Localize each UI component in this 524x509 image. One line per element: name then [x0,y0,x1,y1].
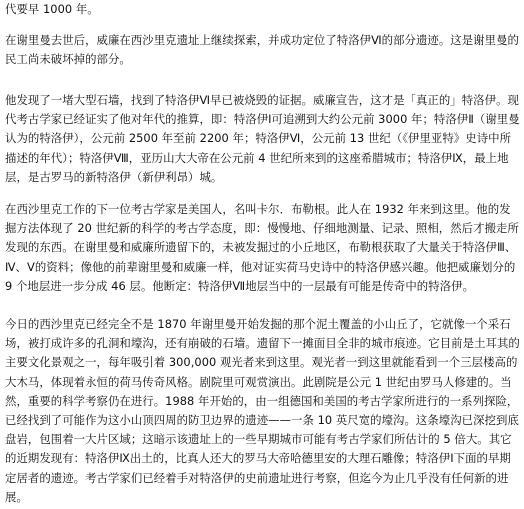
paragraph-1: 代要早 1000 年。 [5,2,99,16]
paragraph-2: 在谢里曼去世后，威廉在西沙里克遗址上继续探索，并成功定位了特洛伊Ⅵ的部分遗迹。这是谢里曼的民工尚未破坏掉的部分。 [5,33,519,67]
paragraph-4: 在西沙里克工作的下一位考古学家是美国人，名叫卡尔．布勒根。此人在 1932 年来到这里。他的发掘方法体现了 20 世纪新的科学的考古学态度，即：慢慢地、仔细地测量、记录、照相，然后才搬走所发现的东西。在谢里曼和威廉所遗留下的，未被发掘过的小丘地区，布勒根获取了大量关于特洛伊Ⅲ、Ⅳ、Ⅴ的资料；像他的前辈谢里曼和威廉一样，他对证实荷马史诗中的特洛伊感兴趣。他把威廉划分的 9 个地层进一步分成 46 层。他断定：特洛伊Ⅶ地层当中的一层最有可能是传奇中的特洛伊。 [5,202,519,293]
paragraph-5: 今日的西沙里克已经完全不是 1870 年谢里曼开始发掘的那个泥土覆盖的小山丘了，它就像一个采石场，被打成许多的孔洞和壕沟，还有崩破的石墙。遗留下一摊面目全非的城市痕迹。它目前是土耳其的主要文化景观之一，每年吸引着 300,000 观光者来到这里。观光者一到这里就能看到一个三层楼高的大木马，体现着永恒的荷马传奇风格。剧院里可观赏演出。此剧院是公元 1 世纪由罗马人修建的。当然，重要的科学考察仍在进行。1988 年开始的，由一组德国和美国的考古学家所进行的一系列探险，已经找到了可能作为这小山顶四周的防卫边界的遗迹——一条 10 英尺宽的壕沟。这条壕沟已深挖到底盘岩，包围着一大片区域；这暗示该遗址上的一些早期城市可能有考古学家们所估计的 5 倍大。其它的近期发现有：特洛伊Ⅸ出土的，比真人还大的罗马大帝哈德里安的大理石雕像；特洛伊Ⅰ下面的早期定居者的遗迹。考古学家们已经着手对特洛伊的史前遗址进行考察，但迄今为止几乎没有任何新的进展。 [5,317,520,504]
paragraph-3: 他发现了一堵大型石墙，找到了特洛伊Ⅵ早已被烧毁的证据。威廉宣告，这才是「真正的」特洛伊。现代考古学家已经证实了他对年代的推算，即：特洛伊Ⅰ可追溯到大约公元前 3000 年；特洛伊Ⅱ（谢里曼认为的特洛伊），公元前 2500 年至前 2200 年；特洛伊Ⅵ，公元前 13 世纪（《伊里亚特》史诗中所描述的年代）；特洛伊Ⅷ，亚历山大大帝在公元前 4 世纪所来到的这座希腊城市；特洛伊Ⅸ，最上地层，是古罗马的新特洛伊（新伊利昂）城。 [5,93,520,184]
